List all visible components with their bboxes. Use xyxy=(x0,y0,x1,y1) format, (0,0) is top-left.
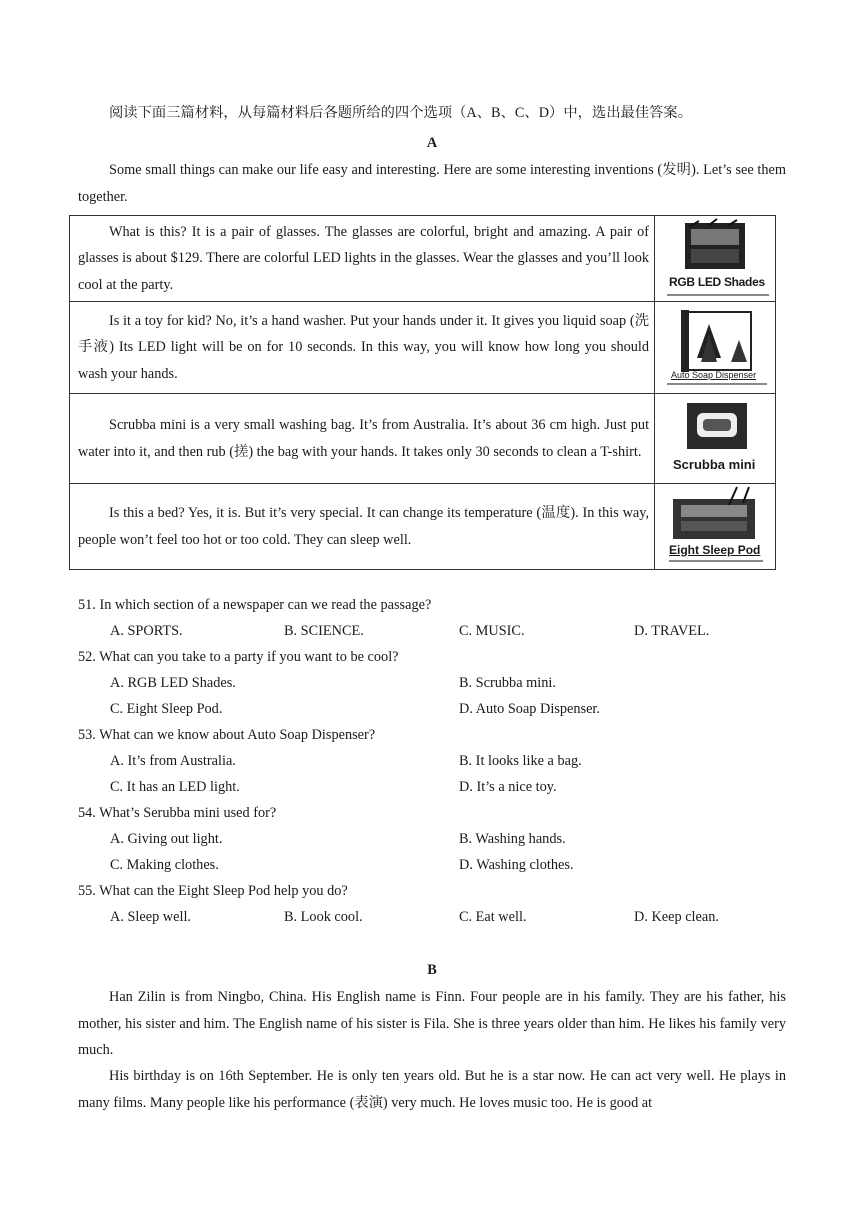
answer-option[interactable]: B. Scrubba mini. xyxy=(459,675,556,691)
answer-option[interactable]: A. It’s from Australia. xyxy=(110,753,236,769)
invention-description: Is this a bed? Yes, it is. But it’s very special. It can change its temperature (温度). In this way, people won’t feel too hot or too cold. They can sleep well. xyxy=(70,484,655,570)
invention-picture-cell xyxy=(655,216,776,302)
invention-picture-cell xyxy=(655,302,776,394)
answer-option[interactable]: A. Giving out light. xyxy=(110,831,223,847)
invention-description: What is this? It is a pair of glasses. The glasses are colorful, bright and amazing. A pair of glasses is about $129. There are colorful LED lights in the glasses. Wear the glasses and you’ll look cool at the party. xyxy=(70,216,655,302)
answer-option[interactable]: C. It has an LED light. xyxy=(110,779,240,795)
invention-row xyxy=(70,216,776,302)
invention-picture-cell xyxy=(655,394,776,484)
picture-caption: RGB LED Shades xyxy=(669,274,765,289)
section-a-intro: Some small things can make our life easy and interesting. Here are some interesting inventions (发明). Let’s see them together. xyxy=(78,162,786,205)
answer-option[interactable]: D. It’s a nice toy. xyxy=(459,779,557,795)
question-stem: 53. What can we know about Auto Soap Dispenser? xyxy=(78,727,376,743)
answer-option[interactable]: D. Washing clothes. xyxy=(459,857,574,873)
answer-option[interactable]: D. Keep clean. xyxy=(634,909,719,925)
answer-option[interactable]: A. RGB LED Shades. xyxy=(110,675,236,691)
question-stem: 54. What’s Serubba mini used for? xyxy=(78,805,277,821)
answer-option[interactable]: C. Eight Sleep Pod. xyxy=(110,701,223,717)
answer-option[interactable]: D. Auto Soap Dispenser. xyxy=(459,701,600,717)
reading-instruction: 阅读下面三篇材料，从每篇材料后各题所给的四个选项（A、B、C、D）中，选出最佳答案。 xyxy=(109,105,692,121)
answer-option[interactable]: A. SPORTS. xyxy=(110,623,183,639)
invention-picture-cell xyxy=(655,484,776,570)
answer-option[interactable]: B. Washing hands. xyxy=(459,831,566,847)
sleep-pod-picture xyxy=(659,485,771,569)
section-b-heading: B xyxy=(427,962,437,978)
soap-dispenser-picture xyxy=(659,306,771,390)
answer-option[interactable]: B. SCIENCE. xyxy=(284,623,364,639)
led-glasses-picture xyxy=(659,217,771,301)
answer-option[interactable]: B. It looks like a bag. xyxy=(459,753,582,769)
question-stem: 55. What can the Eight Sleep Pod help you do? xyxy=(78,883,348,899)
question-stem: 52. What can you take to a party if you want to be cool? xyxy=(78,649,399,665)
answer-option[interactable]: B. Look cool. xyxy=(284,909,363,925)
question-stem: 51. In which section of a newspaper can we read the passage? xyxy=(78,597,432,613)
section-b-paragraph: His birthday is on 16th September. He is only ten years old. But he is a star now. He can act very well. He plays in many films. Many people like his performance (表演) very much. He loves music too. He is good at xyxy=(78,1068,786,1111)
picture-caption: Scrubba mini xyxy=(673,456,756,472)
answer-option[interactable]: D. TRAVEL. xyxy=(634,623,710,639)
invention-row xyxy=(70,394,776,484)
section-a-heading: A xyxy=(426,135,438,151)
invention-row xyxy=(70,302,776,394)
answer-option[interactable]: C. Making clothes. xyxy=(110,857,219,873)
section-b-paragraph: Han Zilin is from Ningbo, China. His English name is Finn. Four people are in his family. They are his father, his mother, his sister and him. The English name of his sister is Fila. She is three years older than him. He likes his family very much. xyxy=(78,989,786,1058)
inventions-table xyxy=(69,215,776,570)
answer-option[interactable]: C. MUSIC. xyxy=(459,623,525,639)
answer-option[interactable]: C. Eat well. xyxy=(459,909,527,925)
invention-description: Is it a toy for kid? No, it’s a hand washer. Put your hands under it. It gives you liquid soap (洗手液) Its LED light will be on for 10 seconds. In this way, you will know how long you should wash your hands. xyxy=(70,302,655,394)
invention-row xyxy=(70,484,776,570)
picture-caption: Auto Soap Dispenser xyxy=(671,369,757,380)
picture-caption: Eight Sleep Pod xyxy=(669,542,761,557)
washing-bag-picture xyxy=(659,397,771,481)
answer-option[interactable]: A. Sleep well. xyxy=(110,909,191,925)
invention-description: Scrubba mini is a very small washing bag. It’s from Australia. It’s about 36 cm high. Just put water into it, and then rub (搓) the bag with your hands. It takes only 30 seconds to clean a T-shirt. xyxy=(70,394,655,484)
